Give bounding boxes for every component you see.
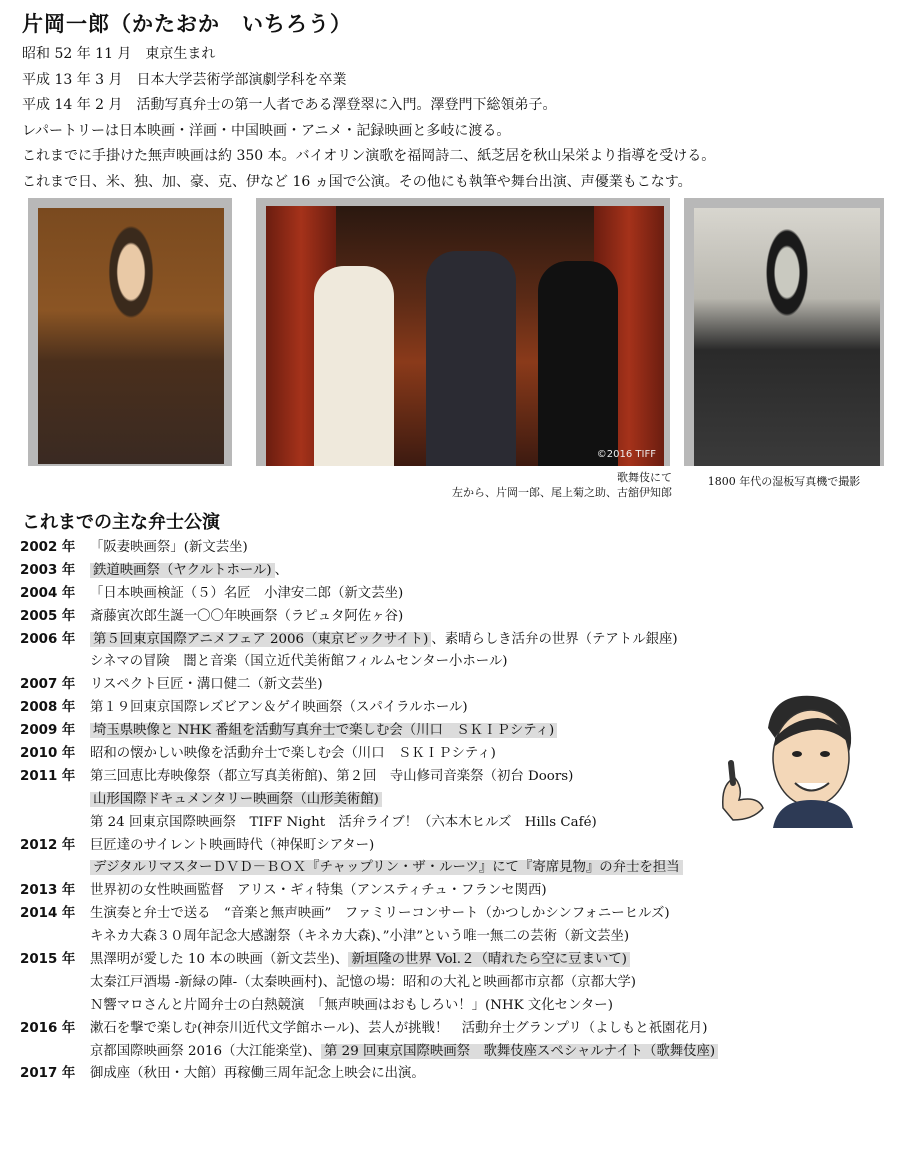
timeline-row — [20, 835, 890, 858]
timeline-event — [90, 789, 382, 812]
timeline-row — [20, 1018, 890, 1041]
event-text: 第三回恵比寿映像祭（都立写真美術館)、第２回 寺山修司音楽祭（初台 Doors) — [90, 768, 574, 784]
caption-line: 左から、片岡一郎、尾上菊之助、古舘伊知郎 — [452, 486, 672, 499]
bio-line: これまで日、米、独、加、豪、克、伊など 16 ヵ国で公演。その他にも執筆や舞台出演、声優業もこなす。 — [22, 173, 692, 190]
timeline-event — [90, 697, 468, 720]
timeline-event — [90, 995, 613, 1018]
timeline-event — [90, 537, 248, 560]
event-text: 漱石を撃で楽しむ(神奈川近代文学館ホール)、芸人が挑戦！ 活動弁士グランプリ（よしもと祇園花月) — [90, 1020, 708, 1036]
timeline-event — [90, 583, 403, 606]
person-figure — [538, 261, 618, 466]
timeline-row — [20, 560, 890, 583]
timeline-event — [90, 606, 403, 629]
event-text: 巨匠達のサイレント映画時代（神保町シアター) — [90, 837, 375, 853]
timeline-year: 2008 年 — [20, 700, 76, 716]
caption-line: 歌舞伎にて — [617, 471, 672, 484]
event-text: Ｎ響マロさんと片岡弁士の白熱競演 「無声映画はおもしろい！」(NHK 文化センター) — [90, 997, 613, 1013]
timeline-event — [90, 560, 288, 583]
bio-line: 昭和 52 年 11 月 東京生まれ — [22, 46, 216, 62]
name-heading: 片岡一郎（かたおか いちろう） — [22, 12, 352, 36]
event-text: 、 — [274, 562, 289, 578]
bio-line: 平成 13 年 3 月 日本大学芸術学部演劇学科を卒業 — [22, 71, 347, 88]
timeline-year: 2002 年 — [20, 540, 76, 555]
timeline-row — [20, 629, 890, 652]
event-text: リスペクト巨匠・溝口健二（新文芸坐) — [90, 677, 323, 693]
event-text: 斎藤寅次郎生誕一〇〇年映画祭（ラピュタ阿佐ヶ谷) — [90, 608, 404, 624]
timeline-row — [20, 903, 890, 926]
event-text: 世界初の女性映画監督 アリス・ギィ特集（アンスティチュ・フランセ関西) — [90, 883, 547, 899]
event-text: 第 24 回東京国際映画祭 TIFF Night 活弁ライブ！（六本木ヒルズ Hills Café) — [90, 814, 597, 830]
highlighted-event: 第５回東京国際アニメフェア 2006（東京ビックサイト) — [90, 632, 431, 647]
highlighted-event: 埼玉県映像と NHK 番組を活動写真弁士で楽しむ会（川口 ＳＫＩＰシティ) — [90, 723, 557, 738]
timeline-event — [90, 766, 573, 789]
timeline-year: 2007 年 — [20, 677, 76, 693]
timeline-event — [90, 857, 683, 880]
timeline-year: 2013 年 — [20, 883, 76, 899]
performances-heading: これまでの主な弁士公演 — [22, 512, 220, 533]
timeline-event — [90, 674, 323, 697]
highlighted-event: デジタルリマスターＤＶＤ－ＢＯＸ『チャップリン・ザ・ルーツ』にて『寄席見物』の弁士を担当 — [90, 860, 683, 875]
wet-plate-photo — [694, 208, 880, 466]
timeline-row — [20, 583, 890, 606]
timeline-row — [20, 1063, 890, 1086]
timeline-row — [20, 949, 890, 972]
event-text: 生演奏と弁士で送る “音楽と無声映画” ファミリーコンサート（かつしかシンフォニーヒルズ) — [90, 906, 670, 922]
highlighted-event: 新垣隆の世界 Vol.２（晴れたら空に豆まいて) — [348, 952, 630, 967]
timeline-event — [90, 651, 508, 674]
event-text: 第１９回東京国際レズビアン＆ゲイ映画祭（スパイラルホール) — [90, 700, 468, 716]
timeline-year: 2006 年 — [20, 631, 76, 647]
timeline-year: 2012 年 — [20, 837, 76, 853]
timeline-year: 2017 年 — [20, 1066, 76, 1082]
timeline-year: 2005 年 — [20, 608, 76, 624]
timeline-row — [20, 995, 890, 1018]
event-text: シネマの冒険 闇と音楽（国立近代美術館フィルムセンター小ホール) — [90, 654, 508, 670]
center-photo-caption — [376, 470, 672, 500]
timeline-row — [20, 537, 890, 560]
timeline-event — [90, 1041, 718, 1064]
timeline-event — [90, 743, 496, 766]
event-text: 御成座（秋田・大館）再稼働三周年記念上映会に出演。 — [90, 1066, 425, 1082]
caricature-illustration — [713, 688, 873, 828]
timeline-year: 2003 年 — [20, 562, 76, 578]
timeline-event — [90, 903, 670, 926]
timeline-event — [90, 926, 629, 949]
event-text: 昭和の懐かしい映像を活動弁士で楽しむ会（川口 ＳＫＩＰシティ) — [90, 746, 496, 762]
timeline-row — [20, 857, 890, 880]
event-text: キネカ大森３０周年記念大感謝祭（キネカ大森)、”小津”という唯一無二の芸術（新文芸坐) — [90, 929, 630, 945]
timeline-year: 2015 年 — [20, 952, 76, 968]
timeline-row — [20, 972, 890, 995]
timeline-event — [90, 835, 374, 858]
timeline-event — [90, 949, 630, 972]
event-text: 「阪妻映画祭」(新文芸坐) — [90, 540, 248, 555]
timeline-row — [20, 880, 890, 903]
biography — [22, 42, 892, 196]
timeline-event — [90, 972, 636, 995]
right-photo-caption: 1800 年代の湿板写真機で撮影 — [707, 475, 861, 488]
timeline-year: 2004 年 — [20, 585, 76, 601]
photo-credit: ©2016 TIFF — [596, 449, 656, 460]
highlighted-event: 鉄道映画祭（ヤクルトホール) — [90, 563, 275, 578]
highlighted-event: 第 29 回東京国際映画祭 歌舞伎座スペシャルナイト（歌舞伎座) — [321, 1044, 718, 1059]
person-figure — [426, 251, 516, 466]
timeline-year: 2011 年 — [20, 768, 76, 784]
timeline-event — [90, 1063, 425, 1086]
timeline-year: 2014 年 — [20, 906, 76, 922]
portrait-photo — [38, 208, 224, 464]
timeline-row — [20, 651, 890, 674]
timeline-year: 2009 年 — [20, 723, 76, 739]
timeline-event — [90, 880, 547, 903]
event-text: 黒澤明が愛した 10 本の映画（新文芸坐)、 — [90, 952, 349, 968]
event-text: 太秦江戸酒場 -新緑の陣-（太秦映画村)、記憶の場：昭和の大礼と映画都市京都（京都大学) — [90, 974, 636, 990]
highlighted-event: 山形国際ドキュメンタリー映画祭（山形美術館) — [90, 792, 382, 807]
event-text: 「日本映画検証（５）名匠 小津安二郎（新文芸坐) — [90, 585, 404, 601]
timeline-year: 2010 年 — [20, 746, 76, 762]
timeline-event — [90, 812, 597, 835]
timeline-event — [90, 629, 678, 652]
event-text: 、素晴らしき活弁の世界（テアトル銀座) — [431, 631, 678, 647]
event-text: 京都国際映画祭 2016（大江能楽堂)、 — [90, 1043, 322, 1059]
person-figure — [314, 266, 394, 466]
timeline-event — [90, 720, 557, 743]
kabuki-stage-photo — [266, 206, 664, 466]
bio-line: 平成 14 年 2 月 活動写真弁士の第一人者である澤登翠に入門。澤登門下総領弟子。 — [22, 97, 557, 114]
bio-line: レパートリーは日本映画・洋画・中国映画・アニメ・記録映画と多岐に渡る。 — [22, 122, 511, 139]
timeline-row — [20, 1041, 890, 1064]
timeline-event — [90, 1018, 707, 1041]
timeline-row — [20, 926, 890, 949]
timeline-year: 2016 年 — [20, 1020, 76, 1036]
timeline-row — [20, 606, 890, 629]
bio-line: これまでに手掛けた無声映画は約 350 本。バイオリン演歌を福岡詩二、紙芝居を秋山呆栄より指導を受ける。 — [22, 148, 716, 165]
